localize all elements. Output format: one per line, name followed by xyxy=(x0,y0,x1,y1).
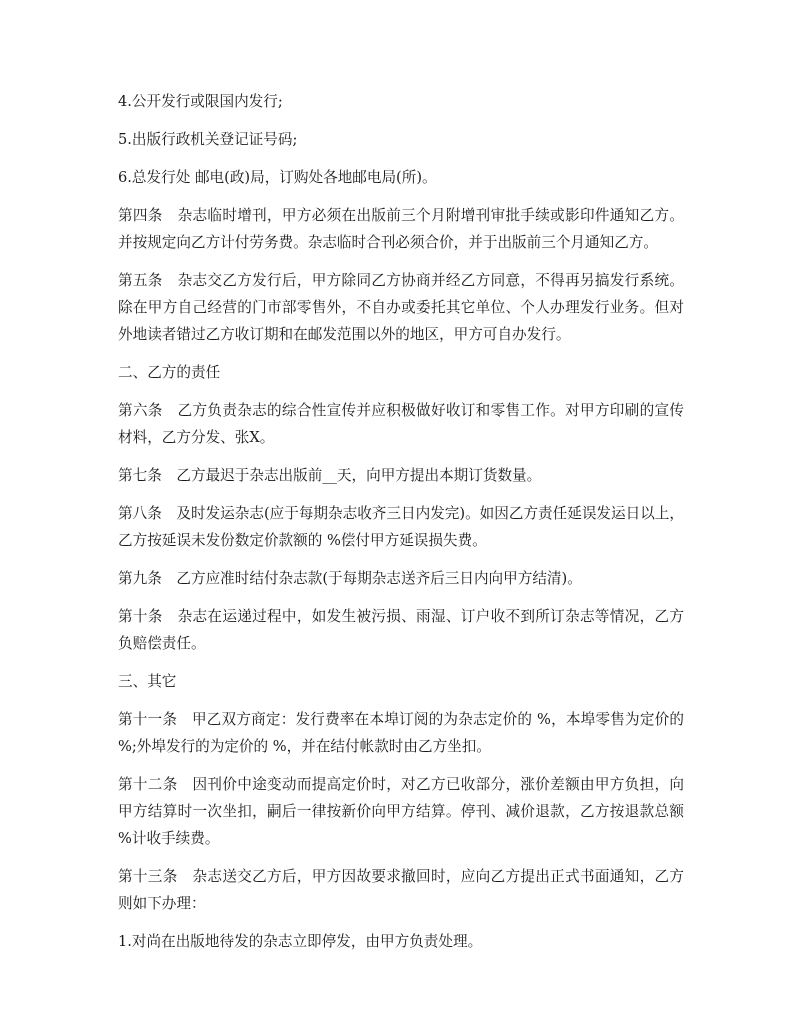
article-8: 第八条 及时发运杂志(应于每期杂志收齐三日内发完)。如因乙方责任延误发运日以上，乙方按延误未发份数定价款额的 %偿付甲方延误损失费。 xyxy=(118,505,684,549)
article-4: 第四条 杂志临时增刊，甲方必须在出版前三个月附增刊审批手续或影印件通知乙方。并按规定向乙方计付劳务费。杂志临时合刊必须合价，并于出版前三个月通知乙方。 xyxy=(118,207,684,251)
article-7: 第七条 乙方最迟于杂志出版前__天，向甲方提出本期订货数量。 xyxy=(118,467,542,484)
list-item-4: 4.公开发行或限国内发行; xyxy=(118,93,283,110)
list-item-6: 6.总发行处 邮电(政)局，订购处各地邮电局(所)。 xyxy=(118,169,437,186)
article-12: 第十二条 因刊价中途变动而提高定价时，对乙方已收部分，涨价差额由甲方负担，向甲方结算时一次坐扣，嗣后一律按新价向甲方结算。停刊、减价退款，乙方按退款总额 %计收手续费。 xyxy=(118,776,689,847)
article-9: 第九条 乙方应准时结付杂志款(于每期杂志送齐后三日内向甲方结清)。 xyxy=(118,570,582,587)
list-item-5: 5.出版行政机关登记证号码; xyxy=(118,131,298,148)
document-page xyxy=(118,88,689,966)
section-heading-3: 三、其它 xyxy=(118,673,177,690)
article-6: 第六条 乙方负责杂志的综合性宣传并应积极做好收订和零售工作。对甲方印刷的宣传材料，乙方分发、张X。 xyxy=(118,402,684,446)
section-heading-2: 二、乙方的责任 xyxy=(118,364,221,381)
article-10: 第十条 杂志在运递过程中，如发生被污损、雨湿、订户收不到所订杂志等情况，乙方负赔偿责任。 xyxy=(118,608,684,652)
article-11: 第十一条 甲乙双方商定：发行费率在本埠订阅的为杂志定价的 %，本埠零售为定价的 %;外埠发行的为定价的 %，并在结付帐款时由乙方坐扣。 xyxy=(118,711,689,755)
article-5: 第五条 杂志交乙方发行后，甲方除同乙方协商并经乙方同意，不得再另搞发行系统。除在甲方自己经营的门市部零售外，不自办或委托其它单位、个人办理发行业务。但对外地读者错过乙方收订期和在邮发范围以外的地区，甲方可自办发行。 xyxy=(118,272,684,343)
list-item-1: 1.对尚在出版地待发的杂志立即停发，由甲方负责处理。 xyxy=(118,933,483,950)
article-13: 第十三条 杂志送交乙方后，甲方因故要求撤回时，应向乙方提出正式书面通知，乙方则如下办理： xyxy=(118,868,684,912)
